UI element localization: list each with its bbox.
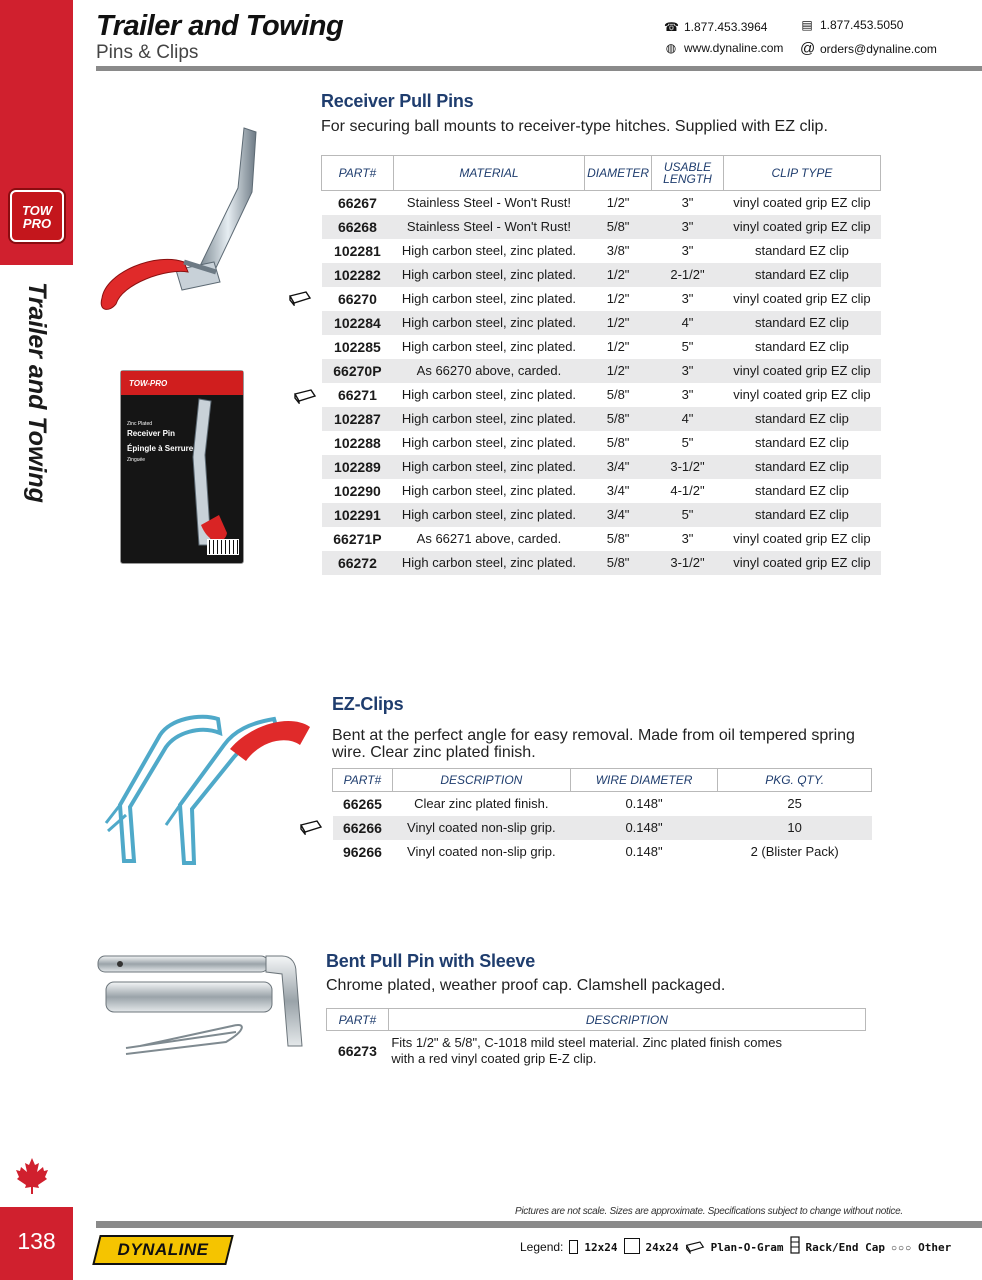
wire-cell: 0.148" (625, 844, 663, 859)
rack-end-cap-icon (790, 1236, 800, 1254)
clip-cell: standard EZ clip (754, 483, 849, 498)
material-cell: High carbon steel, zinc plated. (393, 503, 584, 527)
legend-other: Other (918, 1241, 952, 1254)
diameter-cell: 5/8" (585, 551, 652, 575)
length-cell: 3" (681, 531, 694, 546)
length-cell: 3" (652, 359, 724, 383)
description-cell: Vinyl coated non-slip grip. (392, 816, 570, 840)
table-row (322, 527, 881, 551)
col-part: PART# (322, 156, 394, 191)
shelf-24x24-icon (624, 1238, 640, 1254)
diameter-cell: 5/8" (606, 435, 630, 450)
diameter-cell: 5/8" (585, 215, 652, 239)
table-row (322, 191, 881, 215)
description-cell (388, 1031, 865, 1071)
table-row (333, 792, 872, 816)
table-row (322, 239, 881, 263)
sidebar-vertical-title: Trailer and Towing (23, 282, 51, 503)
col-material: MATERIAL (393, 156, 584, 191)
clip-cell: standard EZ clip (723, 407, 880, 431)
material-cell: High carbon steel, zinc plated. (393, 455, 584, 479)
clip-cell: standard EZ clip (754, 243, 849, 258)
clip-cell: vinyl coated grip EZ clip (733, 195, 871, 211)
part-number: 102291 (322, 503, 394, 527)
part-number: 66270 (337, 290, 377, 307)
part-number: 102281 (334, 242, 381, 259)
diameter-cell: 3/8" (606, 243, 630, 258)
material-cell: High carbon steel, zinc plated. (393, 263, 584, 287)
globe-icon: ◍ (665, 41, 677, 55)
qty-cell: 10 (718, 816, 872, 840)
part-number: 66271P (333, 530, 382, 547)
clip-cell: standard EZ clip (754, 435, 849, 450)
qty-cell: 2 (Blister Pack) (750, 844, 839, 859)
table-row (322, 335, 881, 359)
part-number: 102282 (322, 263, 394, 287)
part-number: 66265 (342, 795, 382, 812)
description-cell: Vinyl coated non-slip grip. (407, 844, 556, 859)
part-number: 96266 (342, 843, 382, 860)
material-cell: High carbon steel, zinc plated. (401, 291, 577, 306)
other-icon: ○○○ (890, 1243, 913, 1254)
table-row (322, 359, 881, 383)
table-row (322, 215, 881, 239)
material-cell: High carbon steel, zinc plated. (401, 387, 577, 402)
table-row (333, 840, 872, 864)
part-number: 102285 (334, 338, 381, 355)
part-number: 66267 (337, 194, 377, 211)
table-row (327, 1031, 866, 1071)
legend-rack-end-cap: Rack/End Cap (805, 1241, 885, 1254)
clip-cell: standard EZ clip (754, 339, 849, 354)
col-description: DESCRIPTION (392, 769, 570, 792)
card-line4: Zinguée (127, 457, 146, 463)
bentpin-section-description: Chrome plated, weather proof cap. Clamshell packaged. (326, 977, 726, 994)
diameter-cell: 1/2" (606, 195, 630, 211)
table-row (322, 479, 881, 503)
col-clip-type: CLIP TYPE (723, 156, 880, 191)
part-number: 66271 (337, 386, 377, 403)
length-cell: 5" (652, 503, 724, 527)
website-link[interactable]: www.dynaline.com (684, 41, 784, 55)
ezclips-section-title: EZ-Clips (332, 694, 404, 714)
diameter-cell: 3/4" (606, 483, 630, 498)
length-cell: 5" (681, 339, 694, 354)
diameter-cell: 5/8" (585, 407, 652, 431)
part-number: 102289 (322, 455, 394, 479)
diameter-cell: 1/2" (606, 291, 630, 306)
plan-o-gram-icon (288, 290, 312, 306)
plan-o-gram-icon (293, 388, 317, 404)
footer-disclaimer: Pictures are not scale. Sizes are approximate. Specifications subject to change without notice. (515, 1206, 903, 1217)
legend (520, 1236, 951, 1254)
footer-rule (96, 1221, 982, 1228)
table-row (322, 551, 881, 575)
col-length: USABLE LENGTH (652, 156, 724, 191)
part-number: 102287 (322, 407, 394, 431)
clip-cell: vinyl coated grip EZ clip (723, 215, 880, 239)
phone-contact (664, 20, 767, 34)
material-cell: As 66271 above, carded. (416, 531, 562, 546)
diameter-cell: 1/2" (585, 263, 652, 287)
length-cell: 4" (652, 407, 724, 431)
material-cell: High carbon steel, zinc plated. (393, 407, 584, 431)
legend-12x24: 12x24 (584, 1241, 618, 1254)
clip-cell: vinyl coated grip EZ clip (733, 531, 871, 546)
table-row (322, 503, 881, 527)
legend-24x24: 24x24 (645, 1241, 679, 1254)
clip-cell: vinyl coated grip EZ clip (733, 291, 871, 306)
diameter-cell: 3/4" (585, 503, 652, 527)
material-cell: High carbon steel, zinc plated. (401, 483, 577, 498)
diameter-cell: 1/2" (585, 359, 652, 383)
phone-icon: ☎ (664, 20, 679, 34)
table-row (322, 455, 881, 479)
diameter-cell: 3/4" (585, 455, 652, 479)
col-wire-diameter: WIRE DIAMETER (570, 769, 718, 792)
description-line: Fits 1/2" & 5/8", C-1018 mild steel material. Zinc plated finish comes (391, 1034, 783, 1050)
maple-leaf-icon (16, 1158, 48, 1194)
table-row (322, 311, 881, 335)
clip-cell: vinyl coated grip EZ clip (723, 359, 880, 383)
card-line3: Épingle à Serrure (127, 444, 194, 453)
length-cell: 3" (681, 195, 694, 211)
email-link[interactable]: orders@dynaline.com (820, 41, 937, 56)
ezclips-table (332, 768, 872, 864)
page-number: 138 (17, 1228, 56, 1254)
header-rule (96, 66, 982, 71)
length-cell: 3" (681, 387, 694, 402)
material-cell: High carbon steel, zinc plated. (393, 551, 584, 575)
page-subtitle: Pins & Clips (96, 42, 199, 63)
length-cell: 5" (681, 435, 694, 450)
length-cell: 3-1/2" (652, 551, 724, 575)
length-cell: 4" (652, 311, 724, 335)
col-pkg-qty: PKG. QTY. (718, 769, 872, 792)
clip-cell: vinyl coated grip EZ clip (733, 387, 871, 402)
part-number: 66273 (337, 1042, 377, 1059)
col-description: DESCRIPTION (388, 1009, 865, 1031)
at-icon: @ (800, 40, 816, 57)
table-row (333, 816, 872, 840)
legend-label: Legend: (520, 1240, 564, 1254)
tow-pro-logo: TOW PRO (10, 190, 64, 242)
wire-cell: 0.148" (625, 796, 663, 812)
col-part: PART# (327, 1009, 389, 1031)
card-line2: Receiver Pin (127, 429, 176, 438)
col-part: PART# (333, 769, 393, 792)
length-cell: 3" (652, 215, 724, 239)
part-number: 66272 (322, 551, 394, 575)
plan-o-gram-icon (299, 819, 323, 835)
fax-contact (800, 18, 903, 32)
ez-clips-image (100, 705, 312, 867)
legend-plan-o-gram: Plan-O-Gram (710, 1241, 784, 1254)
bentpin-section-title: Bent Pull Pin with Sleeve (326, 951, 536, 971)
table-row (322, 407, 881, 431)
receiver-pin-card-image (120, 370, 244, 564)
receiver-table (321, 155, 881, 575)
material-cell: Stainless Steel - Won't Rust! (393, 215, 584, 239)
table-row (322, 383, 881, 407)
table-row (322, 287, 881, 311)
material-cell: High carbon steel, zinc plated. (401, 435, 577, 450)
clip-cell: standard EZ clip (723, 455, 880, 479)
fax-icon: ▤ (801, 18, 813, 32)
part-number: 102288 (334, 434, 381, 451)
part-number: 66268 (322, 215, 394, 239)
diameter-cell: 1/2" (585, 311, 652, 335)
material-cell: Stainless Steel - Won't Rust! (406, 195, 571, 211)
col-diameter: DIAMETER (585, 156, 652, 191)
part-number: 102284 (322, 311, 394, 335)
length-cell: 3" (681, 243, 694, 258)
card-line1: Zinc Plated (127, 421, 153, 427)
part-number: 102290 (334, 482, 381, 499)
web-contact (664, 41, 783, 55)
dynaline-logo (92, 1235, 233, 1265)
table-row (322, 263, 881, 287)
diameter-cell: 5/8" (606, 531, 630, 546)
email-contact (800, 40, 937, 57)
receiver-section-description: For securing ball mounts to receiver-type hitches. Supplied with EZ clip. (321, 118, 828, 135)
description-cell: Clear zinc plated finish. (414, 796, 549, 812)
part-number: 66266 (333, 816, 393, 840)
shelf-12x24-icon (569, 1240, 578, 1254)
bent-pull-pin-image (96, 950, 306, 1062)
material-cell: High carbon steel, zinc plated. (401, 243, 577, 258)
description-line: with a red vinyl coated grip E-Z clip. (391, 1050, 597, 1066)
diameter-cell: 5/8" (606, 387, 630, 402)
ezclips-section-description: Bent at the perfect angle for easy removal. Made from oil tempered spring wire. Clear zinc plated finish. (332, 727, 855, 761)
material-cell: High carbon steel, zinc plated. (393, 311, 584, 335)
length-cell: 3-1/2" (652, 455, 724, 479)
page-title: Trailer and Towing (96, 10, 344, 42)
material-cell: As 66270 above, carded. (393, 359, 584, 383)
qty-cell: 25 (787, 796, 802, 812)
bentpin-table (326, 1008, 866, 1071)
phone-number[interactable]: 1.877.453.3964 (684, 20, 768, 34)
card-brand-label: TOW-PRO (129, 379, 168, 388)
clip-cell: standard EZ clip (723, 503, 880, 527)
receiver-section-title: Receiver Pull Pins (321, 91, 474, 111)
receiver-pin-image (96, 122, 296, 318)
fax-number: 1.877.453.5050 (820, 18, 904, 32)
material-cell: High carbon steel, zinc plated. (401, 339, 577, 354)
plan-o-gram-icon (685, 1240, 705, 1254)
wire-cell: 0.148" (570, 816, 718, 840)
clip-cell: standard EZ clip (723, 263, 880, 287)
length-cell: 4-1/2" (670, 483, 705, 498)
length-cell: 3" (681, 291, 694, 306)
table-row (322, 431, 881, 455)
clip-cell: vinyl coated grip EZ clip (723, 551, 880, 575)
clip-cell: standard EZ clip (723, 311, 880, 335)
part-number: 66270P (322, 359, 394, 383)
dynaline-logo-text: DYNALINE (117, 1240, 209, 1259)
diameter-cell: 1/2" (606, 339, 630, 354)
length-cell: 2-1/2" (652, 263, 724, 287)
